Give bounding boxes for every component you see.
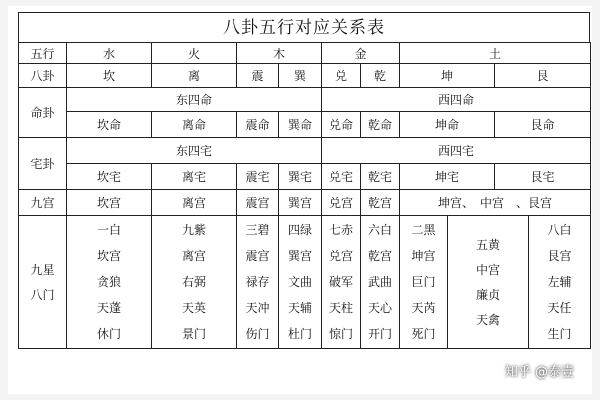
row-label-minggua: 命卦 (19, 88, 67, 138)
star-cell: 惊门 (329, 327, 354, 341)
cell-qian: 乾 (361, 64, 400, 88)
bagua-wuxing-table (18, 42, 591, 349)
jiuxing-bamen-row (19, 216, 591, 349)
ming-item: 兑命 (322, 112, 361, 138)
ming-item: 坎命 (67, 112, 152, 138)
star-cell: 左辅 (547, 275, 572, 289)
star-cell: 坤宫 (411, 249, 436, 263)
star-cell: 兑宫 (329, 249, 354, 263)
star-cell: 一白 (96, 223, 121, 237)
star-cell: 开门 (368, 327, 393, 341)
star-cell: 八白 (547, 223, 572, 237)
star-cell: 天柱 (329, 301, 354, 315)
star-cell: 杜门 (288, 327, 313, 341)
star-cell: 六白 (368, 223, 393, 237)
star-cell: 生门 (547, 327, 572, 341)
east-four-zhai: 东四宅 (67, 138, 322, 164)
star-cell: 死门 (411, 327, 436, 341)
gong-item: 坎宫 (67, 190, 152, 216)
star-col-dui (322, 216, 361, 349)
cell-earth: 土 (400, 43, 591, 64)
star-cell: 武曲 (368, 275, 393, 289)
star-cell: 贪狼 (96, 275, 121, 289)
zhaigua-group-row (19, 138, 591, 164)
cell-kun: 坤 (400, 64, 495, 88)
cell-zhen: 震 (237, 64, 279, 88)
star-cell: 天蓬 (96, 301, 121, 315)
ming-item: 艮命 (495, 112, 591, 138)
gong-item: 兑宫 (322, 190, 361, 216)
zhaigua-items-row (19, 164, 591, 190)
ming-item: 巽命 (279, 112, 322, 138)
gong-item: 震宫 (237, 190, 279, 216)
zhai-item: 乾宅 (361, 164, 400, 190)
star-cell: 三碧 (245, 223, 270, 237)
star-col-li (152, 216, 237, 349)
jiugong-row (19, 190, 591, 216)
star-cell: 天英 (181, 301, 206, 315)
star-cell: 离宫 (181, 249, 206, 263)
label-jiuxing: 九星 (30, 263, 55, 277)
star-cell: 天心 (368, 301, 393, 315)
row-label-wuxing: 五行 (19, 43, 67, 64)
star-cell: 破军 (329, 275, 354, 289)
star-cell: 天冲 (245, 301, 270, 315)
cell-dui: 兑 (322, 64, 361, 88)
star-cell: 景门 (181, 327, 206, 341)
star-cell: 巨门 (411, 275, 436, 289)
star-cell: 中宫 (476, 262, 501, 277)
west-four-ming: 西四命 (322, 88, 591, 112)
star-cell: 天芮 (411, 301, 436, 315)
gong-kun-zhong-gen: 坤宫、 中宫 、艮宫 (400, 190, 591, 216)
row-label-zhaigua: 宅卦 (19, 138, 67, 190)
star-col-qian (361, 216, 400, 349)
zhai-item: 震宅 (237, 164, 279, 190)
zhai-item: 坤宅 (400, 164, 495, 190)
bagua-row (19, 64, 591, 88)
ming-item: 乾命 (361, 112, 400, 138)
star-cell: 坎宫 (96, 249, 121, 263)
zhai-item: 离宅 (152, 164, 237, 190)
east-four-ming: 东四命 (67, 88, 322, 112)
star-col-zhen (237, 216, 279, 349)
star-col-zhong (448, 216, 529, 349)
star-col-kan (67, 216, 152, 349)
star-cell: 巽宫 (288, 249, 313, 263)
zhai-item: 巽宅 (279, 164, 322, 190)
ming-item: 震命 (237, 112, 279, 138)
star-cell: 天辅 (288, 301, 313, 315)
minggua-group-row (19, 88, 591, 112)
west-four-zhai: 西四宅 (322, 138, 591, 164)
minggua-items-row (19, 112, 591, 138)
ming-item: 坤命 (400, 112, 495, 138)
star-cell: 四绿 (288, 223, 313, 237)
star-cell: 震宫 (245, 249, 270, 263)
cell-li: 离 (152, 64, 237, 88)
star-cell: 九紫 (181, 223, 206, 237)
gong-item: 乾宫 (361, 190, 400, 216)
star-cell: 廉贞 (476, 287, 501, 302)
row-label-jiuxing-bamen (19, 216, 67, 349)
star-cell: 天禽 (476, 312, 501, 327)
gong-item: 巽宫 (279, 190, 322, 216)
cell-wood: 木 (237, 43, 322, 64)
table-title: 八卦五行对应关系表 (18, 12, 590, 42)
cell-metal: 金 (322, 43, 400, 64)
star-cell: 文曲 (288, 275, 313, 289)
label-bamen: 八门 (30, 288, 55, 302)
star-col-xun (279, 216, 322, 349)
star-cell: 五黄 (476, 237, 501, 252)
cell-gen: 艮 (495, 64, 591, 88)
cell-fire: 火 (152, 43, 237, 64)
star-cell: 二黑 (411, 223, 436, 237)
star-cell: 伤门 (245, 327, 270, 341)
document-page (8, 6, 592, 394)
row-label-jiugong: 九宫 (19, 190, 67, 216)
cell-kan: 坎 (67, 64, 152, 88)
star-col-gen (529, 216, 591, 349)
star-cell: 右弼 (181, 275, 206, 289)
star-col-kun (400, 216, 448, 349)
ming-item: 离命 (152, 112, 237, 138)
cell-water: 水 (67, 43, 152, 64)
star-cell: 七赤 (329, 223, 354, 237)
zhai-item: 坎宅 (67, 164, 152, 190)
star-cell: 禄存 (245, 275, 270, 289)
wuxing-row (19, 43, 591, 64)
zhai-item: 艮宅 (495, 164, 591, 190)
cell-xun: 巽 (279, 64, 322, 88)
star-cell: 乾宫 (368, 249, 393, 263)
row-label-bagua: 八卦 (19, 64, 67, 88)
star-cell: 天任 (547, 301, 572, 315)
star-cell: 休门 (96, 327, 121, 341)
watermark: 知乎 @泰壹 (504, 365, 574, 380)
zhai-item: 兑宅 (322, 164, 361, 190)
star-cell: 艮宫 (547, 249, 572, 263)
gong-item: 离宫 (152, 190, 237, 216)
